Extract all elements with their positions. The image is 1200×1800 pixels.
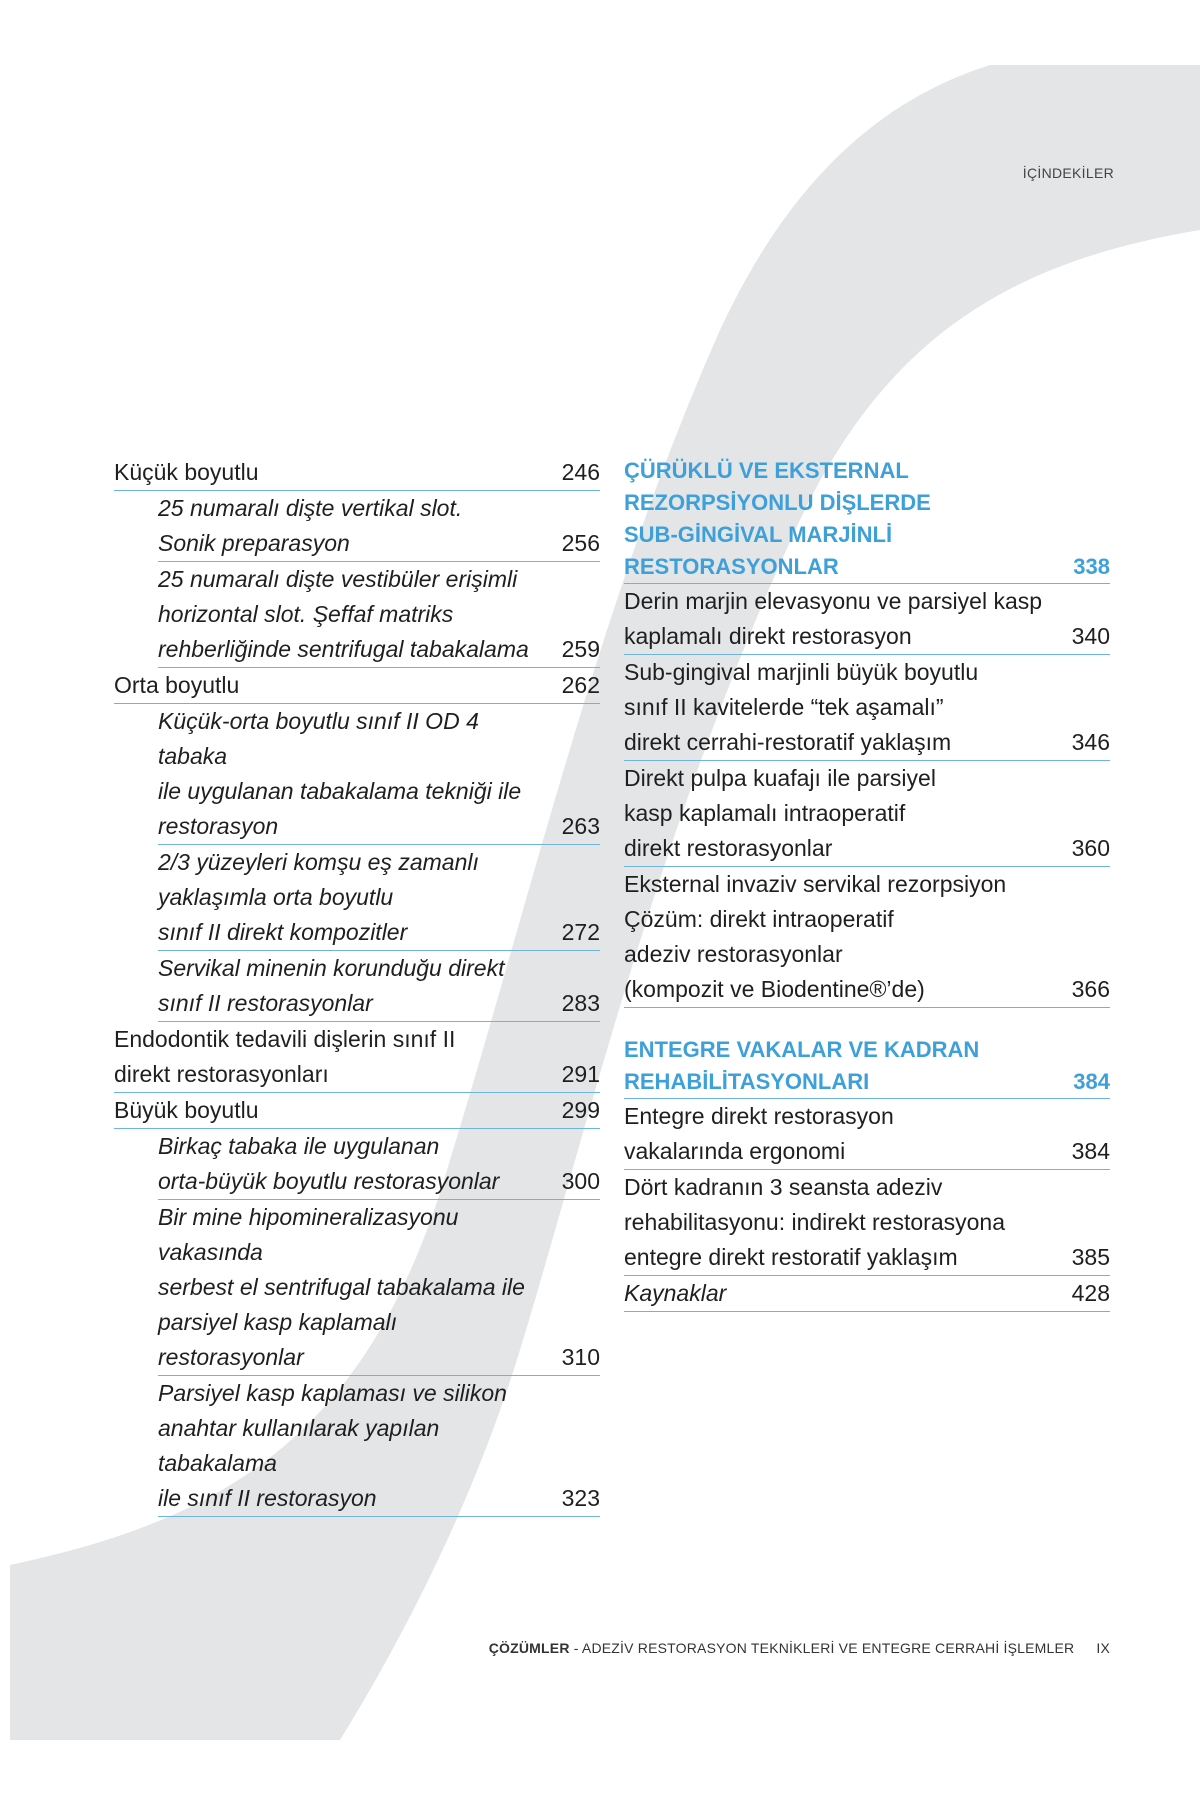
toc-entry-title (114, 1093, 540, 1128)
toc-subentry-page-number: 259 (561, 636, 600, 662)
toc-entry-title-line: Sub-gingival marjinli büyük boyutlu (624, 659, 979, 685)
toc-subentry-title-line: restorasyon (158, 813, 279, 839)
toc-section-heading-title-line: REZORPSİYONLU DİŞLERDE (624, 490, 931, 515)
contents-header: İÇİNDEKİLER (1022, 165, 1114, 181)
toc-entry-title-line: direkt restorasyonları (114, 1061, 329, 1087)
toc-entry-page-number: 384 (1071, 1138, 1110, 1164)
toc-subentry[interactable] (158, 1129, 600, 1200)
toc-subentry-title-line: sınıf II restorasyonlar (158, 990, 373, 1016)
toc-entry-title-line: Küçük boyutlu (114, 459, 259, 485)
toc-entry-page-number: 360 (1071, 835, 1110, 861)
toc-subentry-title (158, 1376, 540, 1516)
toc-subentry-title-line: 25 numaralı dişte vertikal slot. (158, 495, 463, 521)
toc-entry-title (624, 584, 1050, 654)
toc-entry-title-line: Dört kadranın 3 seansta adeziv (624, 1174, 943, 1200)
toc-references[interactable] (624, 1276, 1110, 1312)
toc-entry[interactable] (624, 1170, 1110, 1276)
toc-subentry-title (158, 1200, 540, 1375)
toc-entry[interactable] (114, 455, 600, 491)
toc-subentry-title (158, 845, 540, 950)
toc-subentry-page-number: 272 (561, 919, 600, 945)
toc-subentry-title-line: Bir mine hipomineralizasyonu vakasında (158, 1204, 459, 1265)
toc-entry[interactable] (624, 584, 1110, 655)
toc-entry[interactable] (624, 1099, 1110, 1170)
toc-subentry-page-number: 323 (561, 1485, 600, 1511)
toc-subentry-title-line: yaklaşımla orta boyutlu (158, 884, 394, 910)
toc-entry-title (114, 1022, 540, 1092)
toc-entry-page-number: 346 (1071, 729, 1110, 755)
toc-subentry-title-line: Servikal minenin korunduğu direkt (158, 955, 505, 981)
toc-entry-title (624, 1099, 1050, 1169)
footer-page-number: IX (1096, 1640, 1110, 1656)
toc-entry-title-line: Direkt pulpa kuafajı ile parsiyel (624, 765, 936, 791)
toc-subentry-title (158, 1129, 540, 1199)
toc-subentry-title-line: parsiyel kasp kaplamalı restorasyonlar (158, 1309, 398, 1370)
toc-entry-page-number: 340 (1071, 623, 1110, 649)
toc-entry-title-line: sınıf II kavitelerde “tek aşamalı” (624, 694, 944, 720)
toc-entry-title-line: entegre direkt restoratif yaklaşım (624, 1244, 958, 1270)
toc-subentry[interactable] (158, 951, 600, 1022)
footer-book-title: ÇÖZÜMLER (488, 1640, 570, 1656)
toc-subentry-title-line: sınıf II direkt kompozitler (158, 919, 408, 945)
toc-entry[interactable] (114, 1022, 600, 1093)
toc-references-page-number: 428 (1071, 1280, 1110, 1306)
toc-subentry-title-line: 25 numaralı dişte vestibüler erişimli (158, 566, 518, 592)
toc-entry-title (624, 867, 1050, 1007)
toc-entry[interactable] (624, 761, 1110, 867)
toc-entry-page-number: 299 (561, 1097, 600, 1123)
toc-subentry-title-line: rehberliğinde sentrifugal tabakalama (158, 636, 529, 662)
toc-entry-page-number: 366 (1071, 976, 1110, 1002)
toc-entry-title-line: Orta boyutlu (114, 672, 240, 698)
toc-entry[interactable] (114, 1093, 600, 1129)
toc-subentry-title-line: Sonik preparasyon (158, 530, 350, 556)
toc-entry-title-line: Endodontik tedavili dişlerin sınıf II (114, 1026, 456, 1052)
toc-section-heading-title-line: ÇÜRÜKLÜ VE EKSTERNAL (624, 458, 909, 483)
toc-entry-title (624, 655, 1050, 760)
toc-subentry[interactable] (158, 704, 600, 845)
toc-entry-title-line: Büyük boyutlu (114, 1097, 259, 1123)
toc-references-title (624, 1276, 1050, 1311)
toc-entry-title-line: (kompozit ve Biodentine®’de) (624, 976, 925, 1002)
toc-section-heading-page-number: 338 (1073, 554, 1110, 579)
toc-subentry[interactable] (158, 1376, 600, 1517)
toc-subentry-page-number: 310 (561, 1344, 600, 1370)
toc-subentry[interactable] (158, 491, 600, 562)
toc-section-heading-title-line: REHABİLİTASYONLARI (624, 1069, 870, 1094)
toc-subentry-title-line: serbest el sentrifugal tabakalama ile (158, 1274, 525, 1300)
toc-entry-title (114, 668, 540, 703)
toc-subentry-title-line: 2/3 yüzeyleri komşu eş zamanlı (158, 849, 479, 875)
toc-section-heading-page-number: 384 (1073, 1069, 1110, 1094)
toc-entry-title-line: kasp kaplamalı intraoperatif (624, 800, 906, 826)
toc-left-column (114, 455, 600, 1517)
toc-subentry-page-number: 283 (561, 990, 600, 1016)
toc-subentry-page-number: 256 (561, 530, 600, 556)
toc-entry-title-line: Çözüm: direkt intraoperatif (624, 906, 894, 932)
toc-subentry-title (158, 491, 540, 561)
toc-right-column (624, 455, 1110, 1312)
toc-entry-title (624, 761, 1050, 866)
toc-entry-title (114, 455, 540, 490)
toc-entry-title-line: direkt cerrahi-restoratif yaklaşım (624, 729, 952, 755)
toc-entry-page-number: 291 (561, 1061, 600, 1087)
toc-section-heading-title-line: ENTEGRE VAKALAR VE KADRAN (624, 1037, 980, 1062)
toc-subentry-page-number: 263 (561, 813, 600, 839)
toc-subentry-title-line: orta-büyük boyutlu restorasyonlar (158, 1168, 500, 1194)
toc-section-heading-title (624, 1034, 1050, 1098)
toc-entry-title-line: kaplamalı direkt restorasyon (624, 623, 912, 649)
toc-subentry-title-line: anahtar kullanılarak yapılan tabakalama (158, 1415, 440, 1476)
toc-entry-title (624, 1170, 1050, 1275)
toc-entry-title-line: Eksternal invaziv servikal rezorpsiyon (624, 871, 1007, 897)
toc-entry-title-line: Entegre direkt restorasyon (624, 1103, 894, 1129)
toc-entry[interactable] (114, 668, 600, 704)
toc-entry-title-line: vakalarında ergonomi (624, 1138, 846, 1164)
toc-subentry[interactable] (158, 562, 600, 668)
toc-subentry-title (158, 704, 540, 844)
toc-subentry[interactable] (158, 845, 600, 951)
toc-subentry-title (158, 562, 540, 667)
toc-section-heading[interactable] (624, 455, 1110, 584)
toc-section-heading-title-line: RESTORASYONLAR (624, 554, 839, 579)
toc-entry-title-line: direkt restorasyonlar (624, 835, 833, 861)
toc-entry-page-number: 385 (1071, 1244, 1110, 1270)
toc-subentry-title-line: ile sınıf II restorasyon (158, 1485, 377, 1511)
toc-section-heading-title-line: SUB-GİNGİVAL MARJİNLİ (624, 522, 893, 547)
toc-section-heading-title (624, 455, 1050, 583)
toc-subentry-page-number: 300 (561, 1168, 600, 1194)
toc-references-title-line: Kaynaklar (624, 1280, 727, 1306)
toc-section-heading[interactable] (624, 1034, 1110, 1099)
toc-subentry-title-line: horizontal slot. Şeffaf matriks (158, 601, 454, 627)
toc-subentry-title-line: Birkaç tabaka ile uygulanan (158, 1133, 440, 1159)
toc-entry-title-line: rehabilitasyonu: indirekt restorasyona (624, 1209, 1005, 1235)
toc-subentry-title-line: ile uygulanan tabakalama tekniği ile (158, 778, 522, 804)
toc-subentry-title (158, 951, 540, 1021)
toc-entry[interactable] (624, 655, 1110, 761)
toc-subentry[interactable] (158, 1200, 600, 1376)
toc-entry-page-number: 246 (561, 459, 600, 485)
footer-subtitle: - ADEZİV RESTORASYON TEKNİKLERİ VE ENTEGRE CERRAHİ İŞLEMLER (569, 1640, 1075, 1656)
page-footer (0, 1640, 1110, 1656)
toc-subentry-title-line: Parsiyel kasp kaplaması ve silikon (158, 1380, 507, 1406)
toc-entry-title-line: adeziv restorasyonlar (624, 941, 843, 967)
toc-entry-title-line: Derin marjin elevasyonu ve parsiyel kasp (624, 588, 1043, 614)
toc-subentry-title-line: Küçük-orta boyutlu sınıf II OD 4 tabaka (158, 708, 479, 769)
toc-entry-page-number: 262 (561, 672, 600, 698)
toc-entry[interactable] (624, 867, 1110, 1008)
